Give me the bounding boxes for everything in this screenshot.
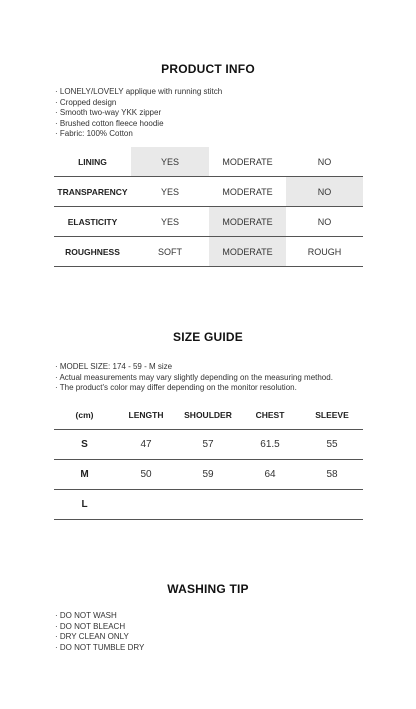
- list-item: · MODEL SIZE: 174 - 59 - M size: [55, 362, 333, 373]
- table-row: [54, 147, 363, 177]
- table-row: [54, 490, 363, 520]
- table-cell: [115, 490, 177, 520]
- table-cell: 58: [301, 460, 363, 490]
- option-cell: NO: [286, 207, 363, 237]
- list-item: · DRY CLEAN ONLY: [55, 632, 144, 643]
- size-label: M: [54, 460, 115, 490]
- option-cell: YES: [131, 207, 209, 237]
- table-header-row: [54, 400, 363, 430]
- table-row: [54, 207, 363, 237]
- option-cell: ROUGH: [286, 237, 363, 267]
- table-cell: [177, 490, 239, 520]
- table-cell: [301, 490, 363, 520]
- list-item: · Fabric: 100% Cotton: [55, 129, 222, 140]
- table-cell: 55: [301, 430, 363, 460]
- washing-tip-title: WASHING TIP: [167, 582, 249, 596]
- list-item: · Smooth two-way YKK zipper: [55, 108, 222, 119]
- size-guide-bullets: [55, 362, 333, 394]
- table-cell: [239, 490, 301, 520]
- option-cell: YES: [131, 147, 209, 177]
- list-item: · Cropped design: [55, 98, 222, 109]
- table-row: [54, 460, 363, 490]
- option-cell: MODERATE: [209, 177, 286, 207]
- row-label: LINING: [54, 147, 131, 177]
- product-info-bullets: [55, 87, 222, 140]
- size-guide-title: SIZE GUIDE: [172, 330, 243, 344]
- table-cell: 47: [115, 430, 177, 460]
- product-info-title: PRODUCT INFO: [161, 62, 255, 76]
- table-row: [54, 430, 363, 460]
- column-header: SHOULDER: [177, 400, 239, 430]
- column-header: LENGTH: [115, 400, 177, 430]
- table-row: [54, 237, 363, 267]
- column-header: (cm): [54, 400, 115, 430]
- option-cell: YES: [131, 177, 209, 207]
- option-cell: NO: [286, 177, 363, 207]
- list-item: · LONELY/LOVELY applique with running stitch: [55, 87, 222, 98]
- option-cell: NO: [286, 147, 363, 177]
- table-row: [54, 177, 363, 207]
- list-item: · The product's color may differ depending on the monitor resolution.: [55, 383, 333, 394]
- row-label: TRANSPARENCY: [54, 177, 131, 207]
- column-header: SLEEVE: [301, 400, 363, 430]
- table-cell: 50: [115, 460, 177, 490]
- table-cell: 61.5: [239, 430, 301, 460]
- option-cell: MODERATE: [209, 147, 286, 177]
- size-label: L: [54, 490, 115, 520]
- row-label: ROUGHNESS: [54, 237, 131, 267]
- list-item: · Brushed cotton fleece hoodie: [55, 119, 222, 130]
- list-item: · Actual measurements may vary slightly depending on the measuring method.: [55, 373, 333, 384]
- list-item: · DO NOT WASH: [55, 611, 144, 622]
- size-table: [54, 400, 363, 520]
- table-cell: 64: [239, 460, 301, 490]
- column-header: CHEST: [239, 400, 301, 430]
- product-info-table: [54, 147, 363, 267]
- option-cell: MODERATE: [209, 207, 286, 237]
- option-cell: MODERATE: [209, 237, 286, 267]
- list-item: · DO NOT BLEACH: [55, 622, 144, 633]
- washing-tip-bullets: [55, 611, 144, 653]
- table-cell: 57: [177, 430, 239, 460]
- list-item: · DO NOT TUMBLE DRY: [55, 643, 144, 654]
- option-cell: SOFT: [131, 237, 209, 267]
- size-label: S: [54, 430, 115, 460]
- row-label: ELASTICITY: [54, 207, 131, 237]
- table-cell: 59: [177, 460, 239, 490]
